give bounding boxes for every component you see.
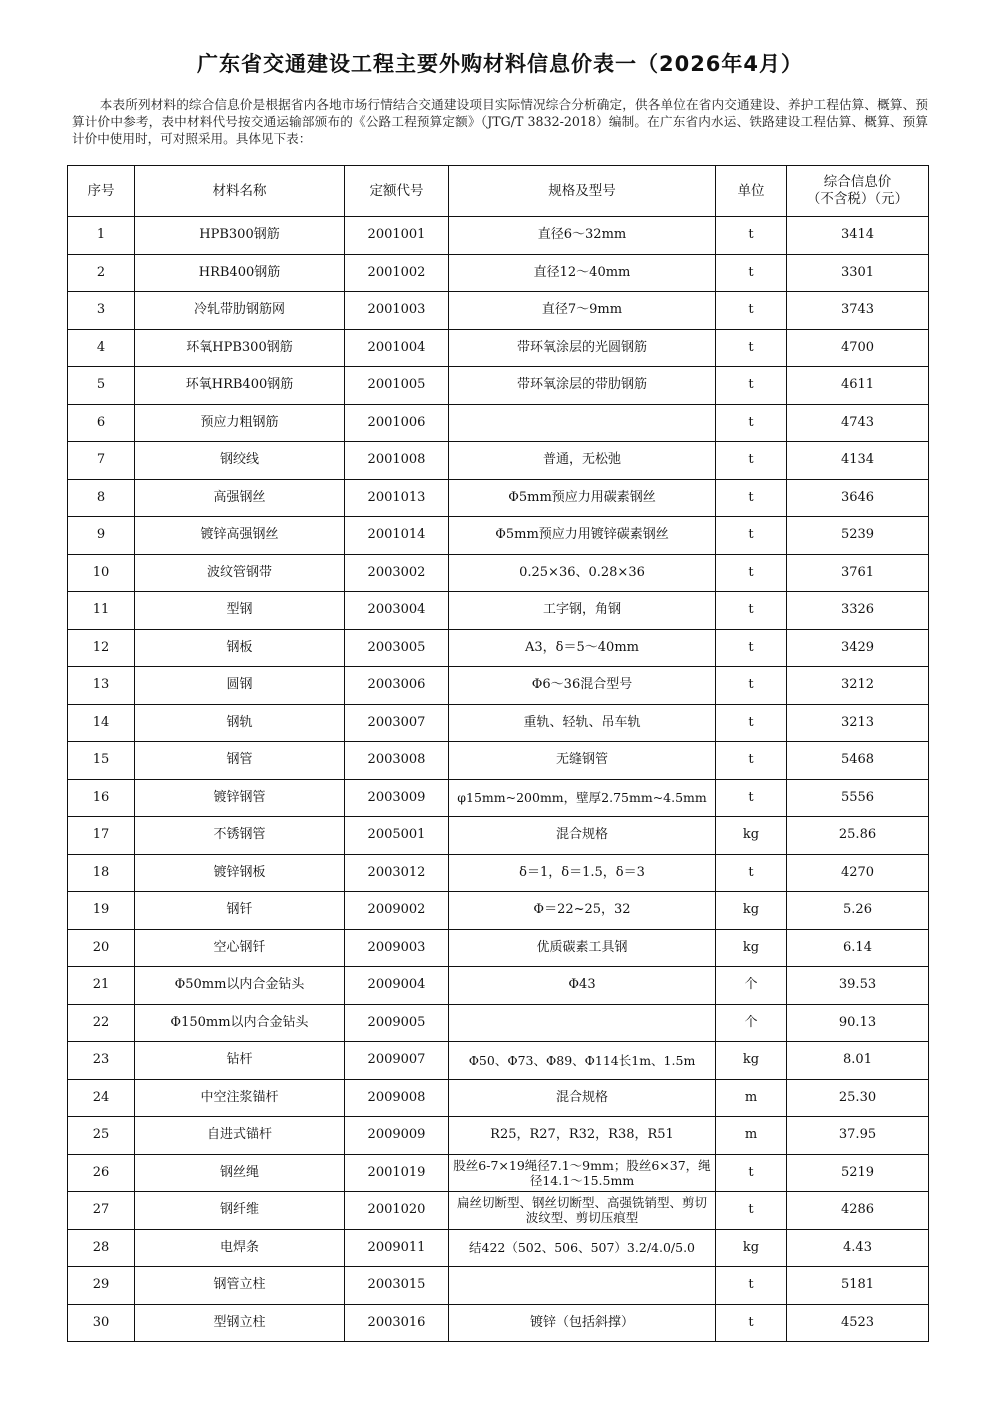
cell-material-name: 钢管 (135, 742, 345, 780)
cell-price: 3761 (787, 554, 929, 592)
cell-no: 26 (68, 1154, 135, 1192)
cell-spec: Φ5mm预应力用碳素钢丝 (449, 479, 716, 517)
cell-price: 5181 (787, 1267, 929, 1305)
cell-code: 2001019 (345, 1154, 449, 1192)
cell-spec: Φ50、Φ73、Φ89、Φ114长1m、1.5m (449, 1042, 716, 1080)
cell-price: 3213 (787, 704, 929, 742)
cell-unit: t (716, 1304, 787, 1342)
table-row (68, 517, 929, 555)
table-row (68, 817, 929, 855)
cell-price: 8.01 (787, 1042, 929, 1080)
cell-no: 25 (68, 1117, 135, 1155)
cell-price: 5.26 (787, 892, 929, 930)
cell-spec: 无缝钢管 (449, 742, 716, 780)
table-row (68, 1229, 929, 1267)
cell-unit: t (716, 404, 787, 442)
cell-unit: t (716, 329, 787, 367)
cell-unit: t (716, 554, 787, 592)
cell-code: 2003002 (345, 554, 449, 592)
cell-material-name: HPB300钢筋 (135, 217, 345, 255)
cell-spec: 结422（502、506、507）3.2/4.0/5.0 (449, 1229, 716, 1267)
cell-price: 4.43 (787, 1229, 929, 1267)
cell-material-name: 型钢立柱 (135, 1304, 345, 1342)
cell-price: 25.86 (787, 817, 929, 855)
cell-code: 2001013 (345, 479, 449, 517)
cell-price: 3414 (787, 217, 929, 255)
cell-code: 2001020 (345, 1192, 449, 1230)
table-row (68, 329, 929, 367)
table-row (68, 479, 929, 517)
cell-spec: R25，R27，R32，R38，R51 (449, 1117, 716, 1155)
cell-price: 4286 (787, 1192, 929, 1230)
cell-no: 18 (68, 854, 135, 892)
table-row (68, 592, 929, 630)
cell-code: 2001008 (345, 442, 449, 480)
cell-material-name: 镀锌高强钢丝 (135, 517, 345, 555)
cell-code: 2003005 (345, 629, 449, 667)
cell-unit: t (716, 667, 787, 705)
cell-unit: t (716, 779, 787, 817)
cell-price: 39.53 (787, 967, 929, 1005)
cell-material-name: 冷轧带肋钢筋网 (135, 292, 345, 330)
table-row (68, 967, 929, 1005)
header-price (787, 166, 929, 217)
header-row (68, 166, 929, 217)
cell-material-name: 环氧HRB400钢筋 (135, 367, 345, 405)
cell-material-name: 自进式锚杆 (135, 1117, 345, 1155)
cell-unit: t (716, 704, 787, 742)
cell-unit: kg (716, 892, 787, 930)
cell-unit: t (716, 854, 787, 892)
cell-code: 2003007 (345, 704, 449, 742)
cell-code: 2009002 (345, 892, 449, 930)
cell-no: 29 (68, 1267, 135, 1305)
cell-spec: 带环氧涂层的光圆钢筋 (449, 329, 716, 367)
cell-unit: kg (716, 929, 787, 967)
cell-unit: t (716, 442, 787, 480)
cell-unit: m (716, 1117, 787, 1155)
cell-no: 7 (68, 442, 135, 480)
cell-price: 3743 (787, 292, 929, 330)
cell-material-name: 不锈钢管 (135, 817, 345, 855)
cell-unit: t (716, 1267, 787, 1305)
cell-unit: kg (716, 817, 787, 855)
cell-unit: 个 (716, 1004, 787, 1042)
table-row (68, 667, 929, 705)
cell-price: 4700 (787, 329, 929, 367)
cell-spec: Φ5mm预应力用镀锌碳素钢丝 (449, 517, 716, 555)
cell-spec: 工字钢，角钢 (449, 592, 716, 630)
cell-unit: t (716, 517, 787, 555)
table-row (68, 404, 929, 442)
header-price-line2: （不含税）（元） (806, 191, 909, 207)
cell-price: 3212 (787, 667, 929, 705)
cell-spec: 混合规格 (449, 817, 716, 855)
cell-no: 20 (68, 929, 135, 967)
cell-price: 6.14 (787, 929, 929, 967)
cell-spec: 镀锌（包括斜撑） (449, 1304, 716, 1342)
cell-no: 8 (68, 479, 135, 517)
table-row (68, 704, 929, 742)
cell-price: 4743 (787, 404, 929, 442)
cell-price: 37.95 (787, 1117, 929, 1155)
cell-price: 25.30 (787, 1079, 929, 1117)
cell-no: 2 (68, 254, 135, 292)
cell-unit: t (716, 292, 787, 330)
cell-price: 4611 (787, 367, 929, 405)
cell-unit: t (716, 1154, 787, 1192)
cell-no: 15 (68, 742, 135, 780)
cell-spec: 直径6～32mm (449, 217, 716, 255)
cell-code: 2001005 (345, 367, 449, 405)
table-body (68, 217, 929, 1342)
cell-code: 2001002 (345, 254, 449, 292)
cell-no: 17 (68, 817, 135, 855)
intro-paragraph: 本表所列材料的综合信息价是根据省内各地市场行情结合交通建设项目实际情况综合分析确定，供各单位在省内交通建设、养护工程估算、概算、预算计价中参考，表中材料代号按交通运输部颁布的《公路工程预算定额》（JTG/T 3832-2018）编制。在广东省内水运、铁路建设工程估算、概算、预算计价中使用时，可对照采用。具体见下表： (72, 97, 928, 146)
cell-unit: t (716, 629, 787, 667)
cell-material-name: 镀锌钢板 (135, 854, 345, 892)
cell-no: 14 (68, 704, 135, 742)
cell-material-name: Φ150mm以内合金钻头 (135, 1004, 345, 1042)
table-row (68, 1004, 929, 1042)
cell-price: 4134 (787, 442, 929, 480)
cell-no: 22 (68, 1004, 135, 1042)
cell-spec: 直径7～9mm (449, 292, 716, 330)
table-row (68, 1117, 929, 1155)
cell-no: 27 (68, 1192, 135, 1230)
cell-spec: 直径12～40mm (449, 254, 716, 292)
cell-material-name: 高强钢丝 (135, 479, 345, 517)
cell-code: 2001004 (345, 329, 449, 367)
cell-spec: 0.25×36、0.28×36 (449, 554, 716, 592)
cell-code: 2003016 (345, 1304, 449, 1342)
table-row (68, 292, 929, 330)
table-row (68, 854, 929, 892)
cell-code: 2003012 (345, 854, 449, 892)
cell-material-name: 圆钢 (135, 667, 345, 705)
header-spec: 规格及型号 (449, 166, 716, 217)
cell-no: 1 (68, 217, 135, 255)
cell-code: 2009008 (345, 1079, 449, 1117)
cell-code: 2009009 (345, 1117, 449, 1155)
table-row (68, 442, 929, 480)
cell-code: 2001006 (345, 404, 449, 442)
table-row (68, 1192, 929, 1230)
cell-spec: Φ43 (449, 967, 716, 1005)
page-title: 广东省交通建设工程主要外购材料信息价表一（2026年4月） (196, 52, 804, 76)
table-header (68, 166, 929, 217)
cell-material-name: 中空注浆锚杆 (135, 1079, 345, 1117)
cell-unit: 个 (716, 967, 787, 1005)
cell-code: 2005001 (345, 817, 449, 855)
cell-spec: δ＝1，δ＝1.5，δ＝3 (449, 854, 716, 892)
cell-code: 2003015 (345, 1267, 449, 1305)
cell-unit: t (716, 217, 787, 255)
cell-material-name: 钢纤维 (135, 1192, 345, 1230)
cell-material-name: 环氧HPB300钢筋 (135, 329, 345, 367)
cell-spec: 混合规格 (449, 1079, 716, 1117)
header-code: 定额代号 (345, 166, 449, 217)
cell-code: 2003004 (345, 592, 449, 630)
cell-price: 5239 (787, 517, 929, 555)
table-row (68, 1154, 929, 1192)
table-row (68, 1079, 929, 1117)
cell-material-name: 预应力粗钢筋 (135, 404, 345, 442)
cell-material-name: 钢钎 (135, 892, 345, 930)
cell-material-name: 钢板 (135, 629, 345, 667)
cell-no: 10 (68, 554, 135, 592)
cell-no: 3 (68, 292, 135, 330)
cell-spec: Φ6～36混合型号 (449, 667, 716, 705)
table-row (68, 554, 929, 592)
table-row (68, 1304, 929, 1342)
cell-unit: t (716, 367, 787, 405)
header-unit: 单位 (716, 166, 787, 217)
cell-code: 2001003 (345, 292, 449, 330)
cell-code: 2009003 (345, 929, 449, 967)
cell-material-name: 钢轨 (135, 704, 345, 742)
cell-no: 9 (68, 517, 135, 555)
cell-unit: t (716, 592, 787, 630)
table-row (68, 779, 929, 817)
cell-code: 2003009 (345, 779, 449, 817)
cell-price: 4523 (787, 1304, 929, 1342)
cell-spec: 普通，无松弛 (449, 442, 716, 480)
cell-spec: Φ＝22~25，32 (449, 892, 716, 930)
cell-unit: t (716, 742, 787, 780)
cell-price: 5556 (787, 779, 929, 817)
cell-no: 13 (68, 667, 135, 705)
cell-material-name: 镀锌钢管 (135, 779, 345, 817)
cell-code: 2009004 (345, 967, 449, 1005)
cell-code: 2009007 (345, 1042, 449, 1080)
cell-material-name: Φ50mm以内合金钻头 (135, 967, 345, 1005)
cell-no: 4 (68, 329, 135, 367)
table-row (68, 929, 929, 967)
cell-price: 3646 (787, 479, 929, 517)
cell-no: 6 (68, 404, 135, 442)
cell-no: 16 (68, 779, 135, 817)
cell-no: 11 (68, 592, 135, 630)
cell-price: 3326 (787, 592, 929, 630)
table-row (68, 254, 929, 292)
cell-spec (449, 404, 716, 442)
cell-price: 4270 (787, 854, 929, 892)
cell-price: 5468 (787, 742, 929, 780)
cell-price: 3301 (787, 254, 929, 292)
cell-spec: 优质碳素工具钢 (449, 929, 716, 967)
cell-spec: φ15mm~200mm，壁厚2.75mm~4.5mm (449, 779, 716, 817)
cell-material-name: 波纹管钢带 (135, 554, 345, 592)
cell-unit: t (716, 1192, 787, 1230)
cell-spec: 重轨、轻轨、吊车轨 (449, 704, 716, 742)
cell-no: 12 (68, 629, 135, 667)
table-row (68, 1042, 929, 1080)
cell-no: 24 (68, 1079, 135, 1117)
price-table (67, 165, 929, 1342)
header-no: 序号 (68, 166, 135, 217)
cell-spec (449, 1004, 716, 1042)
cell-code: 2001001 (345, 217, 449, 255)
cell-code: 2009011 (345, 1229, 449, 1267)
header-name: 材料名称 (135, 166, 345, 217)
cell-no: 30 (68, 1304, 135, 1342)
cell-unit: t (716, 479, 787, 517)
table-row (68, 742, 929, 780)
cell-price: 3429 (787, 629, 929, 667)
cell-no: 21 (68, 967, 135, 1005)
cell-no: 5 (68, 367, 135, 405)
cell-material-name: 钢管立柱 (135, 1267, 345, 1305)
table-row (68, 892, 929, 930)
cell-spec: A3，δ＝5～40mm (449, 629, 716, 667)
table-row (68, 1267, 929, 1305)
cell-no: 23 (68, 1042, 135, 1080)
cell-spec (449, 1267, 716, 1305)
cell-code: 2001014 (345, 517, 449, 555)
cell-spec: 股丝6-7×19绳径7.1～9mm；股丝6×37，绳径14.1～15.5mm (449, 1154, 716, 1192)
cell-code: 2003008 (345, 742, 449, 780)
cell-price: 5219 (787, 1154, 929, 1192)
cell-unit: kg (716, 1229, 787, 1267)
cell-spec: 带环氧涂层的带肋钢筋 (449, 367, 716, 405)
cell-unit: t (716, 254, 787, 292)
cell-material-name: 钢绞线 (135, 442, 345, 480)
cell-material-name: HRB400钢筋 (135, 254, 345, 292)
cell-material-name: 电焊条 (135, 1229, 345, 1267)
cell-code: 2009005 (345, 1004, 449, 1042)
cell-material-name: 钢丝绳 (135, 1154, 345, 1192)
cell-material-name: 型钢 (135, 592, 345, 630)
cell-material-name: 空心钢钎 (135, 929, 345, 967)
table-row (68, 629, 929, 667)
table-row (68, 217, 929, 255)
cell-no: 28 (68, 1229, 135, 1267)
table-row (68, 367, 929, 405)
cell-code: 2003006 (345, 667, 449, 705)
header-price-line1: 综合信息价 (823, 174, 892, 190)
cell-no: 19 (68, 892, 135, 930)
cell-unit: kg (716, 1042, 787, 1080)
cell-material-name: 钻杆 (135, 1042, 345, 1080)
cell-price: 90.13 (787, 1004, 929, 1042)
cell-spec: 扁丝切断型、钢丝切断型、高强铣销型、剪切波纹型、剪切压痕型 (449, 1192, 716, 1230)
cell-unit: m (716, 1079, 787, 1117)
